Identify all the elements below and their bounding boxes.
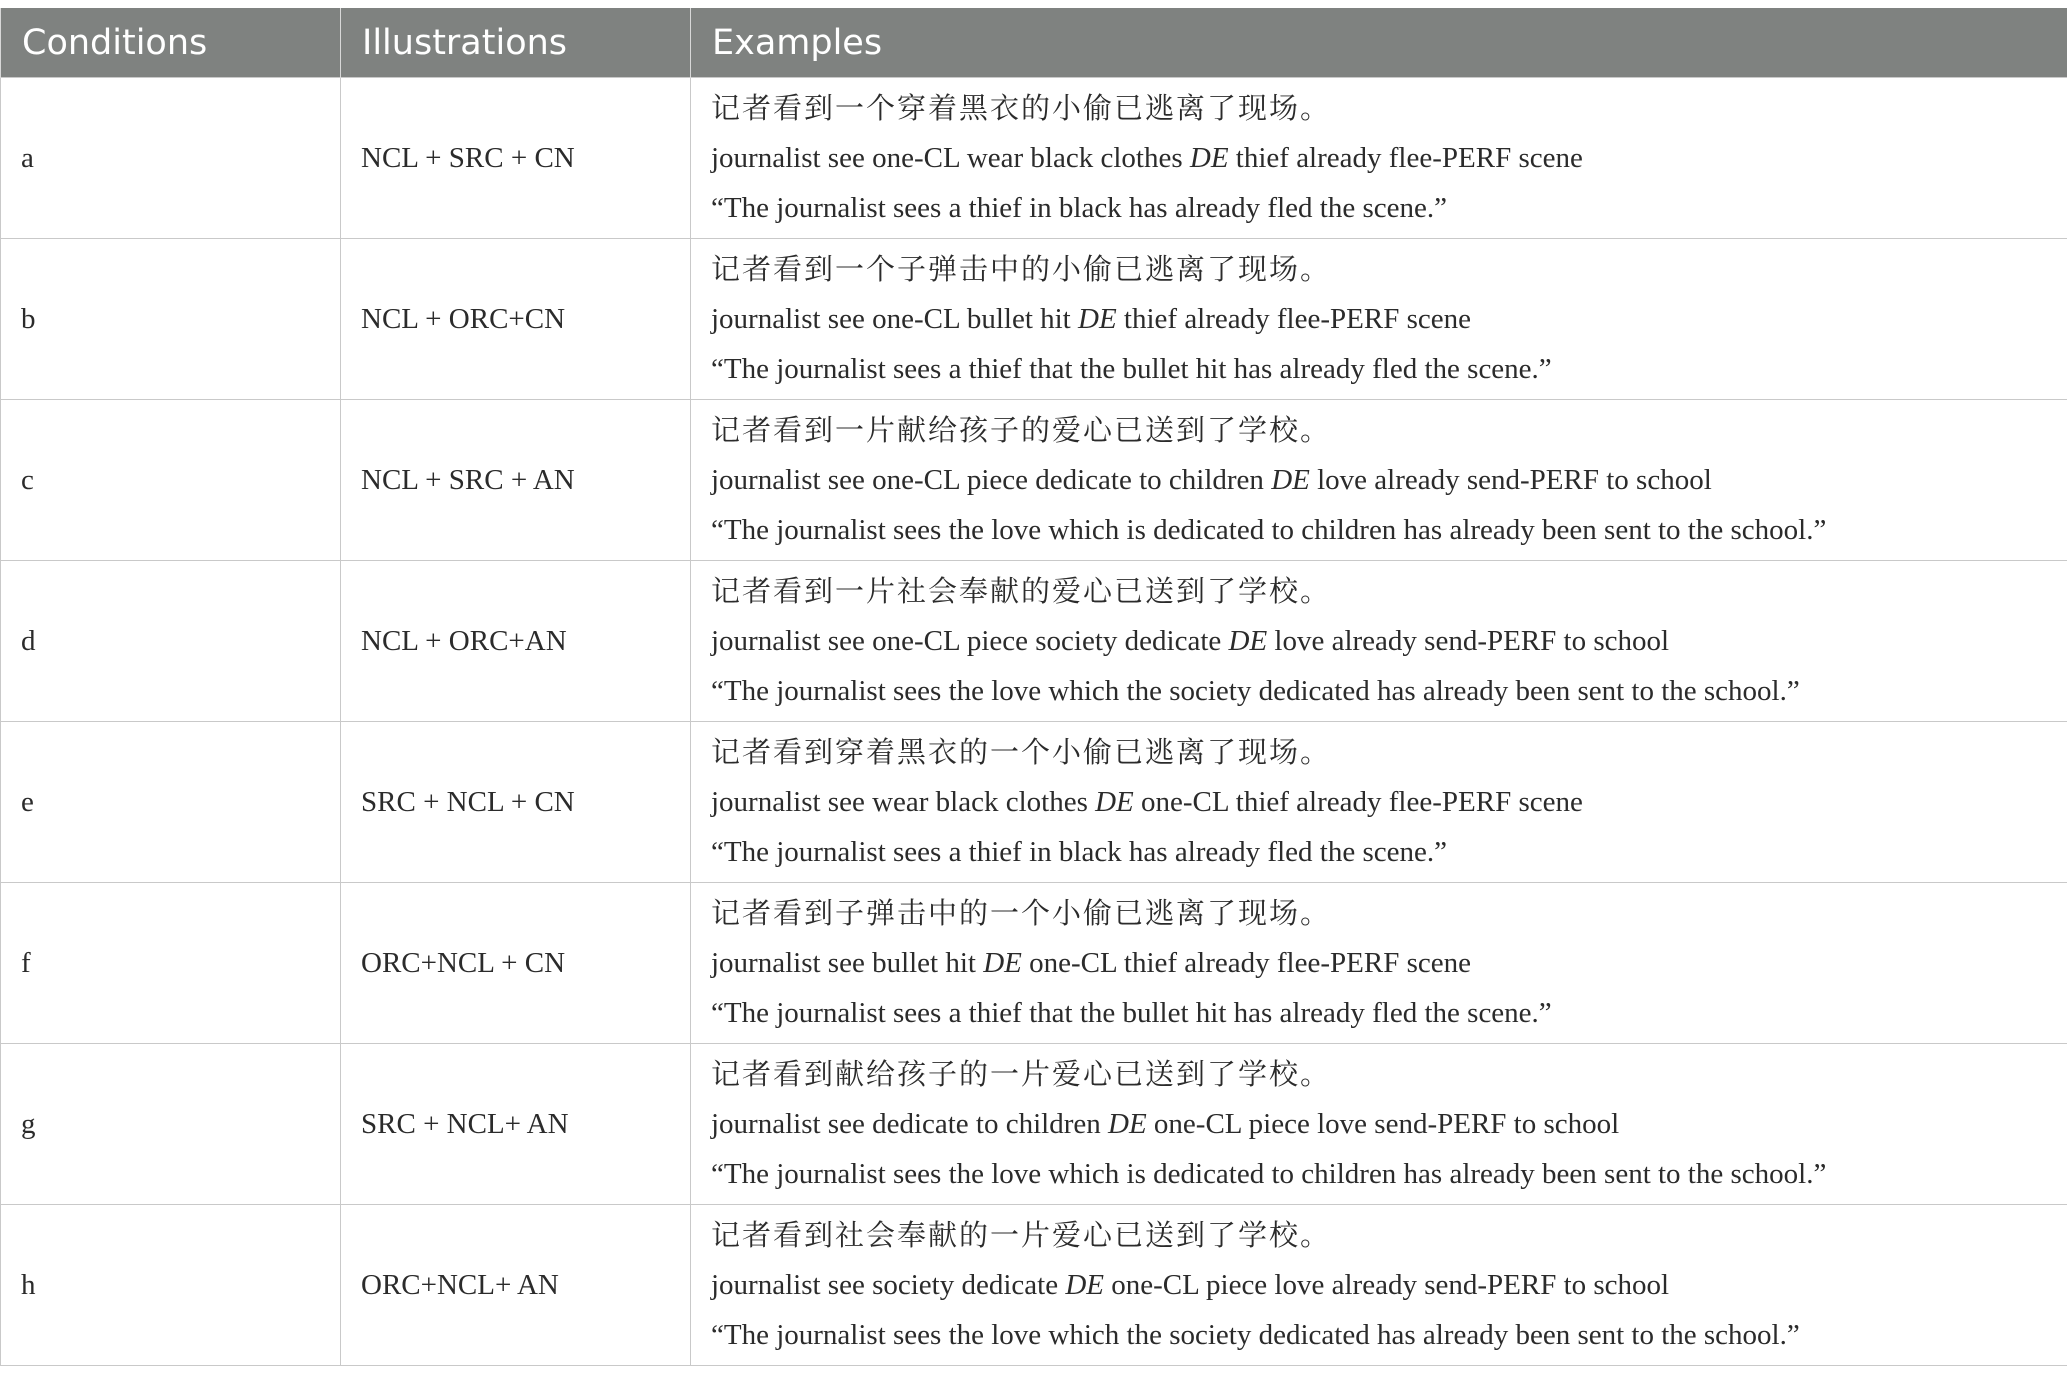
table-row <box>1 78 2067 239</box>
gloss-de-particle: DE <box>1189 142 1229 174</box>
gloss-text-before: journalist see dedicate to children <box>711 1108 1108 1140</box>
conditions-table-wrapper <box>0 8 2067 1366</box>
gloss-de-particle: DE <box>1228 625 1268 657</box>
english-translation: “The journalist sees a thief that the bullet hit has already fled the scene.” <box>711 997 1552 1029</box>
gloss-line <box>711 294 2067 344</box>
gloss-line <box>711 1260 2067 1310</box>
gloss-text-after: one-CL piece love already send-PERF to school <box>1104 1269 1670 1301</box>
english-translation: “The journalist sees a thief that the bullet hit has already fled the scene.” <box>711 353 1552 385</box>
gloss-de-particle: DE <box>1095 786 1134 818</box>
english-translation: “The journalist sees a thief in black has already fled the scene.” <box>711 836 1447 868</box>
table-row <box>1 239 2067 400</box>
table-row <box>1 1205 2067 1366</box>
table-body <box>1 78 2067 1366</box>
english-translation: “The journalist sees the love which the society dedicated has already been sent to the school.” <box>711 675 1800 707</box>
gloss-text-before: journalist see one-CL bullet hit <box>711 303 1078 335</box>
condition-cell: a <box>1 78 341 239</box>
example-cell <box>691 1044 2067 1205</box>
english-translation: “The journalist sees the love which is dedicated to children has already been sent to the school.” <box>711 1158 1827 1190</box>
header-illustrations: Illustrations <box>341 8 691 78</box>
table-row <box>1 722 2067 883</box>
condition-cell: g <box>1 1044 341 1205</box>
gloss-text-after: one-CL thief already flee-PERF scene <box>1133 786 1583 818</box>
conditions-table <box>0 8 2067 1366</box>
gloss-de-particle: DE <box>1065 1269 1104 1301</box>
chinese-sentence: 记者看到子弹击中的一个小偷已逃离了现场。 <box>711 896 1332 930</box>
example-cell <box>691 1205 2067 1366</box>
gloss-line <box>711 938 2067 988</box>
gloss-text-before: journalist see wear black clothes <box>711 786 1096 818</box>
chinese-sentence: 记者看到一片献给孩子的爱心已送到了学校。 <box>711 413 1332 447</box>
condition-cell: f <box>1 883 341 1044</box>
condition-cell: b <box>1 239 341 400</box>
gloss-text-before: journalist see bullet hit <box>711 947 984 979</box>
gloss-line <box>711 1099 2067 1149</box>
table-row <box>1 883 2067 1044</box>
english-translation: “The journalist sees the love which the society dedicated has already been sent to the school.” <box>711 1319 1800 1351</box>
condition-cell: d <box>1 561 341 722</box>
example-cell <box>691 561 2067 722</box>
illustration-cell: SRC + NCL+ AN <box>341 1044 691 1205</box>
condition-cell: h <box>1 1205 341 1366</box>
table-row <box>1 400 2067 561</box>
gloss-line <box>711 133 2067 183</box>
chinese-sentence: 记者看到献给孩子的一片爱心已送到了学校。 <box>711 1057 1332 1091</box>
chinese-sentence: 记者看到一个子弹击中的小偷已逃离了现场。 <box>711 252 1332 286</box>
gloss-text-before: journalist see society dedicate <box>711 1269 1066 1301</box>
header-conditions: Conditions <box>1 8 341 78</box>
gloss-text-after: one-CL piece love send-PERF to school <box>1146 1108 1620 1140</box>
gloss-text-before: journalist see one-CL wear black clothes <box>711 142 1190 174</box>
illustration-cell: NCL + SRC + CN <box>341 78 691 239</box>
gloss-text-after: love already send-PERF to school <box>1267 625 1670 657</box>
chinese-sentence: 记者看到一个穿着黑衣的小偷已逃离了现场。 <box>711 91 1332 125</box>
english-translation: “The journalist sees a thief in black has already fled the scene.” <box>711 192 1447 224</box>
example-cell <box>691 722 2067 883</box>
gloss-line <box>711 455 2067 505</box>
chinese-sentence: 记者看到一片社会奉献的爱心已送到了学校。 <box>711 574 1332 608</box>
gloss-text-before: journalist see one-CL piece dedicate to children <box>711 464 1272 496</box>
illustration-cell: NCL + SRC + AN <box>341 400 691 561</box>
condition-cell: e <box>1 722 341 883</box>
chinese-sentence: 记者看到社会奉献的一片爱心已送到了学校。 <box>711 1218 1332 1252</box>
illustration-cell: SRC + NCL + CN <box>341 722 691 883</box>
gloss-text-after: thief already flee-PERF scene <box>1228 142 1583 174</box>
table-row <box>1 561 2067 722</box>
gloss-text-before: journalist see one-CL piece society dedicate <box>711 625 1229 657</box>
illustration-cell: ORC+NCL+ AN <box>341 1205 691 1366</box>
gloss-line <box>711 616 2067 666</box>
table-header-row <box>1 8 2067 78</box>
example-cell <box>691 400 2067 561</box>
table-row <box>1 1044 2067 1205</box>
gloss-de-particle: DE <box>1108 1108 1147 1140</box>
gloss-de-particle: DE <box>1078 303 1117 335</box>
gloss-de-particle: DE <box>1271 464 1310 496</box>
illustration-cell: NCL + ORC+CN <box>341 239 691 400</box>
chinese-sentence: 记者看到穿着黑衣的一个小偷已逃离了现场。 <box>711 735 1332 769</box>
illustration-cell: ORC+NCL + CN <box>341 883 691 1044</box>
english-translation: “The journalist sees the love which is dedicated to children has already been sent to the school.” <box>711 514 1827 546</box>
gloss-de-particle: DE <box>983 947 1022 979</box>
illustration-cell: NCL + ORC+AN <box>341 561 691 722</box>
header-examples: Examples <box>691 8 2067 78</box>
example-cell <box>691 239 2067 400</box>
gloss-text-after: thief already flee-PERF scene <box>1116 303 1471 335</box>
example-cell <box>691 78 2067 239</box>
example-cell <box>691 883 2067 1044</box>
gloss-line <box>711 777 2067 827</box>
gloss-text-after: love already send-PERF to school <box>1309 464 1712 496</box>
gloss-text-after: one-CL thief already flee-PERF scene <box>1021 947 1471 979</box>
condition-cell: c <box>1 400 341 561</box>
